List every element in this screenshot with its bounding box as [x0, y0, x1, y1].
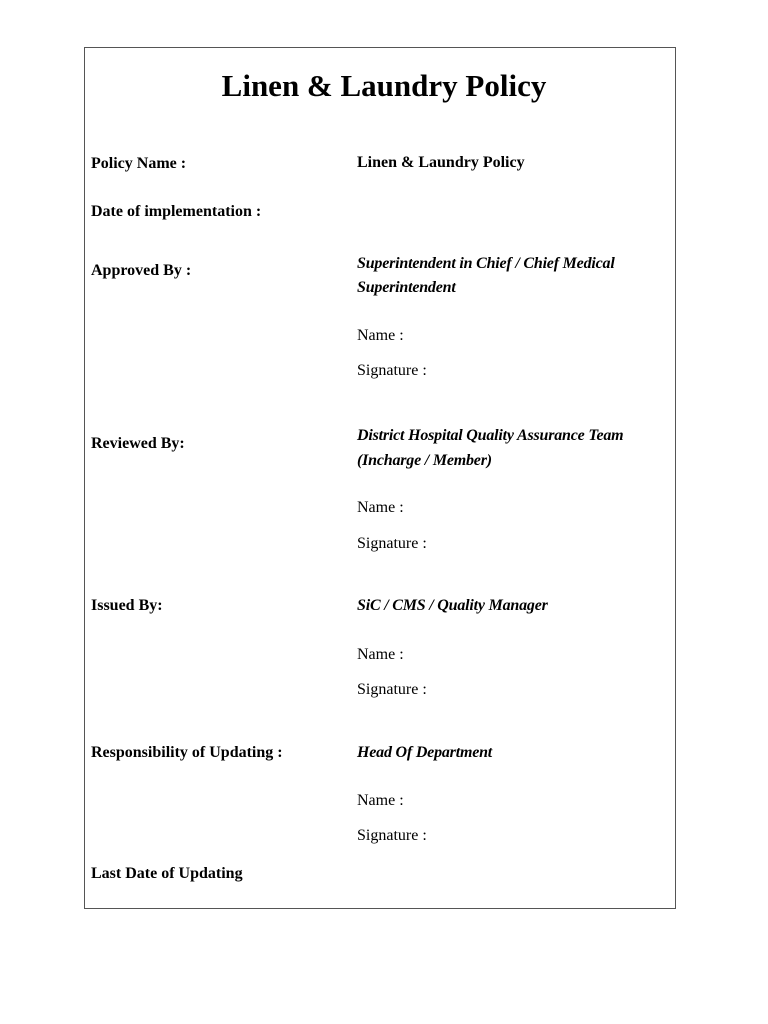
date-of-implementation-label: Date of implementation :	[91, 203, 262, 220]
policy-name-value: Linen & Laundry Policy	[357, 154, 525, 171]
approved-by-label: Approved By :	[91, 262, 192, 279]
responsibility-of-updating-name: Name :	[357, 792, 404, 809]
issued-by-value: SiC / CMS / Quality Manager	[357, 597, 548, 614]
last-date-of-updating-label: Last Date of Updating	[91, 865, 243, 882]
reviewed-by-signature: Signature :	[357, 535, 427, 552]
responsibility-of-updating-signature: Signature :	[357, 827, 427, 844]
issued-by-signature: Signature :	[357, 681, 427, 698]
reviewed-by-value-line1: District Hospital Quality Assurance Team	[357, 427, 624, 444]
reviewed-by-value-line2: (Incharge / Member)	[357, 452, 492, 469]
issued-by-label: Issued By:	[91, 597, 163, 614]
document-frame	[84, 47, 676, 909]
policy-name-label: Policy Name :	[91, 155, 187, 172]
document-title: Linen & Laundry Policy	[221, 68, 547, 103]
responsibility-of-updating-value: Head Of Department	[357, 744, 493, 761]
responsibility-of-updating-label: Responsibility of Updating :	[91, 744, 283, 761]
reviewed-by-name: Name :	[357, 499, 404, 516]
approved-by-value-line2: Superintendent	[357, 279, 456, 296]
approved-by-value-line1: Superintendent in Chief / Chief Medical	[357, 255, 615, 272]
reviewed-by-label: Reviewed By:	[91, 435, 185, 452]
issued-by-name: Name :	[357, 646, 404, 663]
approved-by-name: Name :	[357, 327, 404, 344]
approved-by-signature: Signature :	[357, 362, 427, 379]
